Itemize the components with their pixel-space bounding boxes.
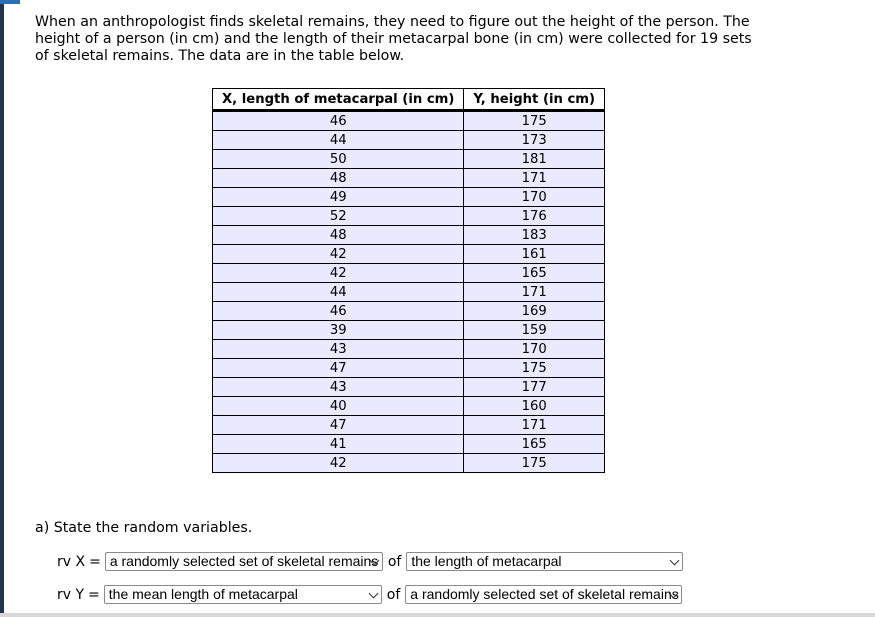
chevron-down-icon (368, 589, 378, 599)
rv-x-subject-value: a randomly selected set of skeletal remains (109, 553, 379, 569)
rv-y-subject-value: a randomly selected set of skeletal remains (410, 586, 679, 602)
table-row (213, 283, 605, 302)
cell-x: 50 (213, 150, 464, 169)
rv-y-row (57, 585, 682, 604)
rv-x-subject-select[interactable] (105, 552, 383, 571)
cell-y: 161 (464, 245, 605, 264)
table-row (213, 340, 605, 359)
bottom-edge-bar (0, 613, 875, 617)
cell-x: 46 (213, 302, 464, 321)
rv-y-of: of (386, 586, 401, 603)
cell-y: 177 (464, 378, 605, 397)
cell-y: 170 (464, 340, 605, 359)
header-y: Y, height (in cm) (464, 89, 605, 111)
rv-x-row (57, 552, 683, 571)
data-table (212, 88, 605, 473)
rv-x-measure-value: the length of metacarpal (411, 553, 562, 569)
table-row (213, 207, 605, 226)
table-row (213, 111, 605, 131)
cell-x: 42 (213, 264, 464, 283)
rv-y-subject-select[interactable] (405, 585, 682, 604)
rv-y-label: rv Y (57, 586, 85, 603)
rv-x-of: of (387, 553, 402, 570)
cell-x: 43 (213, 378, 464, 397)
table-row (213, 226, 605, 245)
cell-x: 41 (213, 435, 464, 454)
table-body (213, 111, 605, 473)
rv-y-measure-select[interactable] (104, 585, 382, 604)
cell-x: 52 (213, 207, 464, 226)
cell-x: 47 (213, 416, 464, 435)
cell-y: 175 (464, 454, 605, 473)
cell-y: 175 (464, 111, 605, 131)
cell-y: 169 (464, 302, 605, 321)
table-row (213, 397, 605, 416)
cell-y: 173 (464, 131, 605, 150)
cell-y: 181 (464, 150, 605, 169)
cell-y: 175 (464, 359, 605, 378)
cell-x: 43 (213, 340, 464, 359)
table-row (213, 169, 605, 188)
cell-x: 44 (213, 283, 464, 302)
header-x: X, length of metacarpal (in cm) (213, 89, 464, 111)
cell-y: 171 (464, 416, 605, 435)
cell-x: 48 (213, 169, 464, 188)
rv-x-equals: = (89, 553, 101, 570)
table-row (213, 454, 605, 473)
cell-y: 171 (464, 169, 605, 188)
table-row (213, 321, 605, 340)
cell-x: 42 (213, 454, 464, 473)
table-row (213, 188, 605, 207)
cell-y: 159 (464, 321, 605, 340)
cell-y: 171 (464, 283, 605, 302)
chevron-down-icon (670, 556, 680, 566)
rv-y-equals: = (88, 586, 100, 603)
cell-y: 165 (464, 264, 605, 283)
table-row (213, 378, 605, 397)
table-row (213, 359, 605, 378)
table-row (213, 435, 605, 454)
cell-x: 42 (213, 245, 464, 264)
rv-x-measure-select[interactable] (406, 552, 683, 571)
table-row (213, 302, 605, 321)
left-edge-bar (0, 0, 4, 617)
cell-y: 165 (464, 435, 605, 454)
cell-x: 44 (213, 131, 464, 150)
rv-y-measure-value: the mean length of metacarpal (108, 586, 298, 602)
table-row (213, 416, 605, 435)
left-edge-accent (0, 0, 20, 4)
table-header-row (213, 89, 605, 111)
cell-x: 39 (213, 321, 464, 340)
cell-x: 47 (213, 359, 464, 378)
cell-x: 48 (213, 226, 464, 245)
cell-x: 49 (213, 188, 464, 207)
table-row (213, 245, 605, 264)
cell-x: 46 (213, 111, 464, 131)
cell-x: 40 (213, 397, 464, 416)
table-row (213, 131, 605, 150)
cell-y: 176 (464, 207, 605, 226)
question-a: a) State the random variables. (35, 520, 253, 536)
cell-y: 170 (464, 188, 605, 207)
rv-x-label: rv X (57, 553, 86, 570)
cell-y: 183 (464, 226, 605, 245)
cell-y: 160 (464, 397, 605, 416)
table-row (213, 264, 605, 283)
table-row (213, 150, 605, 169)
intro-text: When an anthropologist finds skeletal remains, they need to figure out the height of the person. The height of a person (in cm) and the length of their metacarpal bone (in cm) were collected for 19 sets of skeletal remains. The data are in the table below. (35, 14, 752, 64)
